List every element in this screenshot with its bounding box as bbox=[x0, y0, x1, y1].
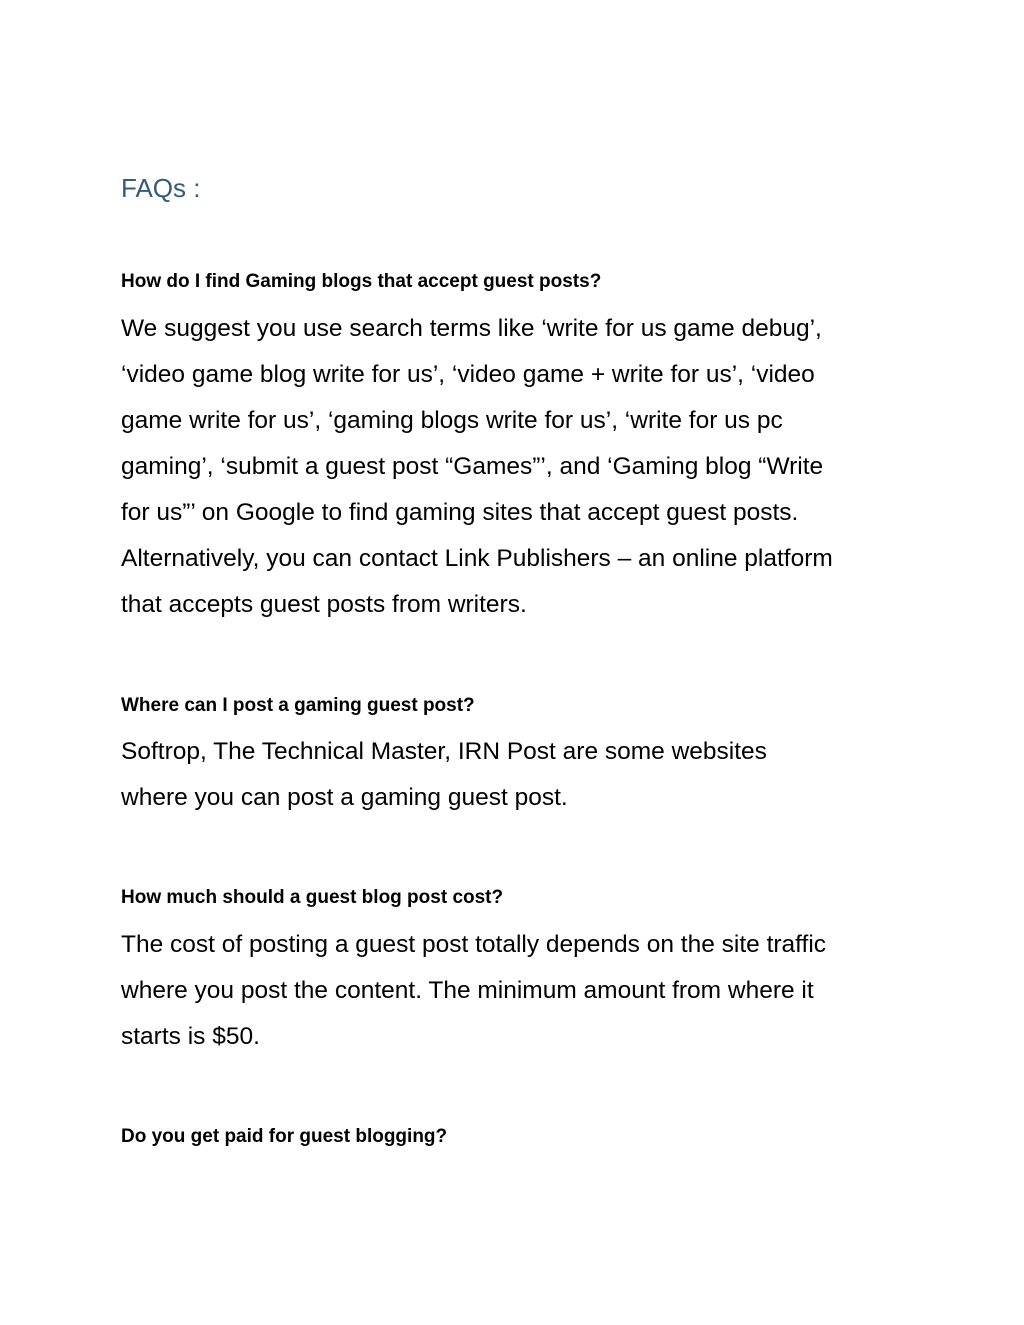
faqs-heading: FAQs : bbox=[121, 173, 201, 203]
faq-answer-where-to-post bbox=[121, 729, 911, 821]
answer-line: game write for us’, ‘gaming blogs write for us’, ‘write for us pc bbox=[121, 407, 783, 434]
answer-line: starts is $50. bbox=[121, 1023, 260, 1050]
faq-question-find-gaming-blogs: How do I find Gaming blogs that accept guest posts? bbox=[121, 271, 602, 292]
faq-answer-guest-post-cost bbox=[121, 922, 911, 1060]
faq-question-guest-post-cost: How much should a guest blog post cost? bbox=[121, 887, 504, 908]
answer-line: for us”’ on Google to find gaming sites that accept guest posts. bbox=[121, 499, 799, 526]
answer-line: Softrop, The Technical Master, IRN Post are some websites bbox=[121, 738, 767, 765]
answer-line: where you post the content. The minimum amount from where it bbox=[121, 977, 814, 1004]
answer-line: Alternatively, you can contact Link Publishers – an online platform bbox=[121, 545, 833, 572]
faq-answer-find-gaming-blogs bbox=[121, 306, 911, 628]
answer-line: where you can post a gaming guest post. bbox=[121, 784, 568, 811]
faq-question-paid-guest-blogging: Do you get paid for guest blogging? bbox=[121, 1126, 448, 1147]
faq-question-where-to-post: Where can I post a gaming guest post? bbox=[121, 695, 475, 716]
answer-line: ‘video game blog write for us’, ‘video game + write for us’, ‘video bbox=[121, 361, 815, 388]
answer-line: We suggest you use search terms like ‘write for us game debug’, bbox=[121, 315, 822, 342]
answer-line: The cost of posting a guest post totally depends on the site traffic bbox=[121, 931, 827, 958]
answer-line: that accepts guest posts from writers. bbox=[121, 591, 527, 618]
answer-line: gaming’, ‘submit a guest post “Games”’, and ‘Gaming blog “Write bbox=[121, 453, 824, 480]
